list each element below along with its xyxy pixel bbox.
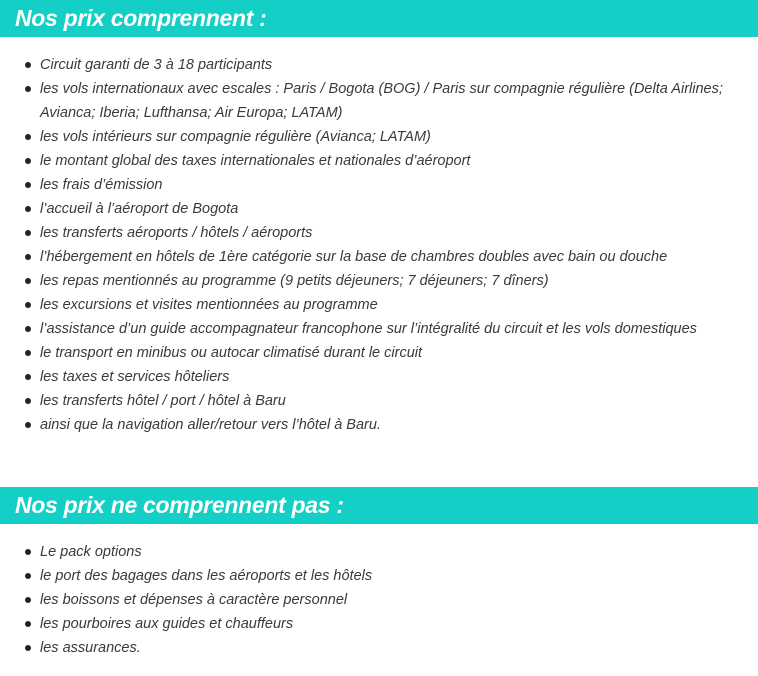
bullet-icon [25,302,31,308]
list-item-text: le port des bagages dans les aéroports et les hôtels [40,568,373,584]
bullet-icon [25,230,31,236]
list-item [40,389,728,413]
bullet-icon [25,350,31,356]
list-item-text: les transferts hôtel / port / hôtel à Baru [40,393,286,409]
list-item [40,588,728,612]
included-list [0,37,758,437]
bullet-icon [25,645,31,651]
list-item [40,125,728,149]
bullet-icon [25,398,31,404]
list-item [40,269,728,293]
list-item [40,173,728,197]
list-item [40,612,728,636]
list-item [40,53,728,77]
bullet-icon [25,182,31,188]
list-item [40,365,728,389]
list-item-text: les frais d’émission [40,177,163,193]
list-item-text: le transport en minibus ou autocar climatisé durant le circuit [40,345,423,361]
included-heading: Nos prix comprennent : [0,0,758,37]
bullet-icon [25,549,31,555]
list-item [40,564,728,588]
list-item-text: Circuit garanti de 3 à 18 participants [40,57,273,73]
list-item-text: les taxes et services hôteliers [40,369,230,385]
excluded-heading: Nos prix ne comprennent pas : [0,487,758,524]
bullet-icon [25,573,31,579]
list-item [40,540,728,564]
list-item-text: les vols intérieurs sur compagnie régulière (Avianca; LATAM) [40,129,431,145]
list-item-text: les transferts aéroports / hôtels / aéroports [40,225,313,241]
list-item [40,293,728,317]
bullet-icon [25,86,31,92]
list-item [40,341,728,365]
list-item-text: les repas mentionnés au programme (9 petits déjeuners; 7 déjeuners; 7 dîners) [40,273,549,289]
bullet-icon [25,158,31,164]
list-item-text: les assurances. [40,640,141,656]
list-item-text: les pourboires aux guides et chauffeurs [40,616,294,632]
bullet-icon [25,597,31,603]
list-item [40,245,728,269]
bullet-icon [25,326,31,332]
excluded-list [0,524,758,660]
list-item-text: Le pack options [40,544,142,560]
list-item-text: l’hébergement en hôtels de 1ère catégorie sur la base de chambres doubles avec bain ou douche [40,249,668,265]
bullet-icon [25,62,31,68]
bullet-icon [25,278,31,284]
bullet-icon [25,374,31,380]
list-item [40,197,728,221]
list-item-text: l’assistance d’un guide accompagnateur francophone sur l’intégralité du circuit et les vols domestiques [40,321,697,337]
list-item-text: le montant global des taxes internationales et nationales d’aéroport [40,153,471,169]
list-item [40,413,728,437]
bullet-icon [25,621,31,627]
bullet-icon [25,254,31,260]
list-item-text: les boissons et dépenses à caractère personnel [40,592,348,608]
list-item-text: les vols internationaux avec escales : Paris / Bogota (BOG) / Paris sur compagnie régulière (Delta Airlines; Avianca; Iberia; Lufthansa; Air Europa; LATAM) [40,81,723,121]
list-item [40,636,728,660]
list-item [40,149,728,173]
list-item-text: ainsi que la navigation aller/retour vers l’hôtel à Baru. [40,417,381,433]
list-item-text: les excursions et visites mentionnées au programme [40,297,378,313]
bullet-icon [25,206,31,212]
bullet-icon [25,134,31,140]
list-item [40,221,728,245]
list-item [40,317,728,341]
list-item-text: l’accueil à l’aéroport de Bogota [40,201,239,217]
bullet-icon [25,422,31,428]
list-item [40,77,728,125]
excluded-section [0,487,758,660]
